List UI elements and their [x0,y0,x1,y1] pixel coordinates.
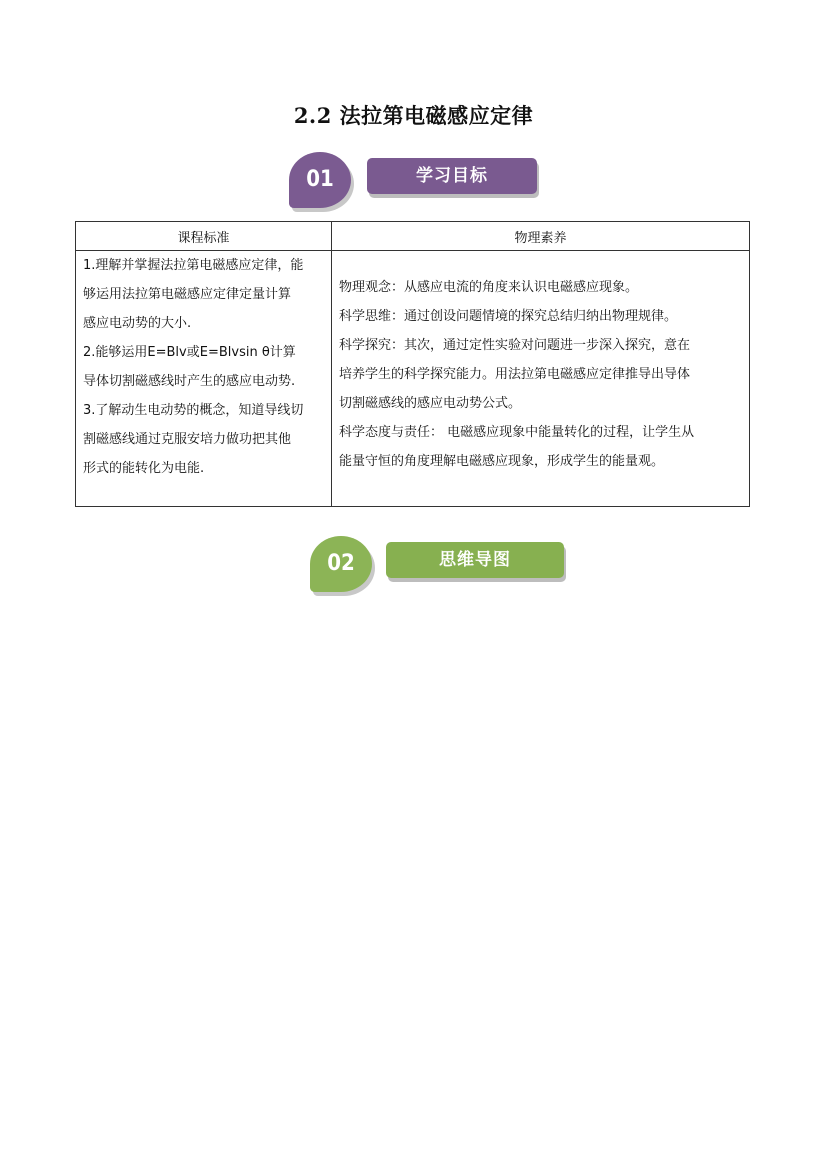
standard-line: 形式的能转化为电能. [83,461,205,476]
section-label: 学习目标 [367,158,537,194]
table-header-row [76,222,750,251]
goals-table [75,221,750,507]
literacy-line: 切割磁感线的感应电动势公式。 [339,396,522,411]
section-header-learning-goals [289,152,541,216]
literacy-line: 培养学生的科学探究能力。用法拉第电磁感应定律推导出导体 [339,367,691,382]
standard-line: 2.能够运用E=Blv或E=Blvsin θ计算 [83,345,296,360]
standard-line: 1.理解并掌握法拉第电磁感应定律，能 [83,258,304,273]
section-label: 思维导图 [386,542,564,578]
standard-line: 导体切割磁感线时产生的感应电动势. [83,374,296,389]
standard-line: 割磁感线通过克服安培力做功把其他 [83,432,292,447]
literacy-line: 科学态度与责任： 电磁感应现象中能量转化的过程，让学生从 [339,425,695,440]
standard-cell [76,251,332,507]
literacy-line: 能量守恒的角度理解电磁感应现象，形成学生的能量观。 [339,454,665,469]
column-header-literacy: 物理素养 [332,222,750,251]
section-number-badge: 01 [289,152,351,208]
section-header-mind-map [310,536,570,600]
literacy-cell [332,251,750,507]
standard-line: 3.了解动生电动势的概念，知道导线切 [83,403,304,418]
standard-line: 感应电动势的大小. [83,316,192,331]
table-row [76,251,750,507]
literacy-line: 科学探究：其次，通过定性实验对问题进一步深入探究，意在 [339,338,691,353]
literacy-line: 物理观念：从感应电流的角度来认识电磁感应现象。 [339,280,639,295]
document-title: 2.2 法拉第电磁感应定律 [293,103,534,128]
standard-line: 够运用法拉第电磁感应定律定量计算 [83,287,292,302]
section-number-badge: 02 [310,536,372,592]
literacy-line: 科学思维：通过创设问题情境的探究总结归纳出物理规律。 [339,309,678,324]
column-header-standard: 课程标准 [76,222,332,251]
